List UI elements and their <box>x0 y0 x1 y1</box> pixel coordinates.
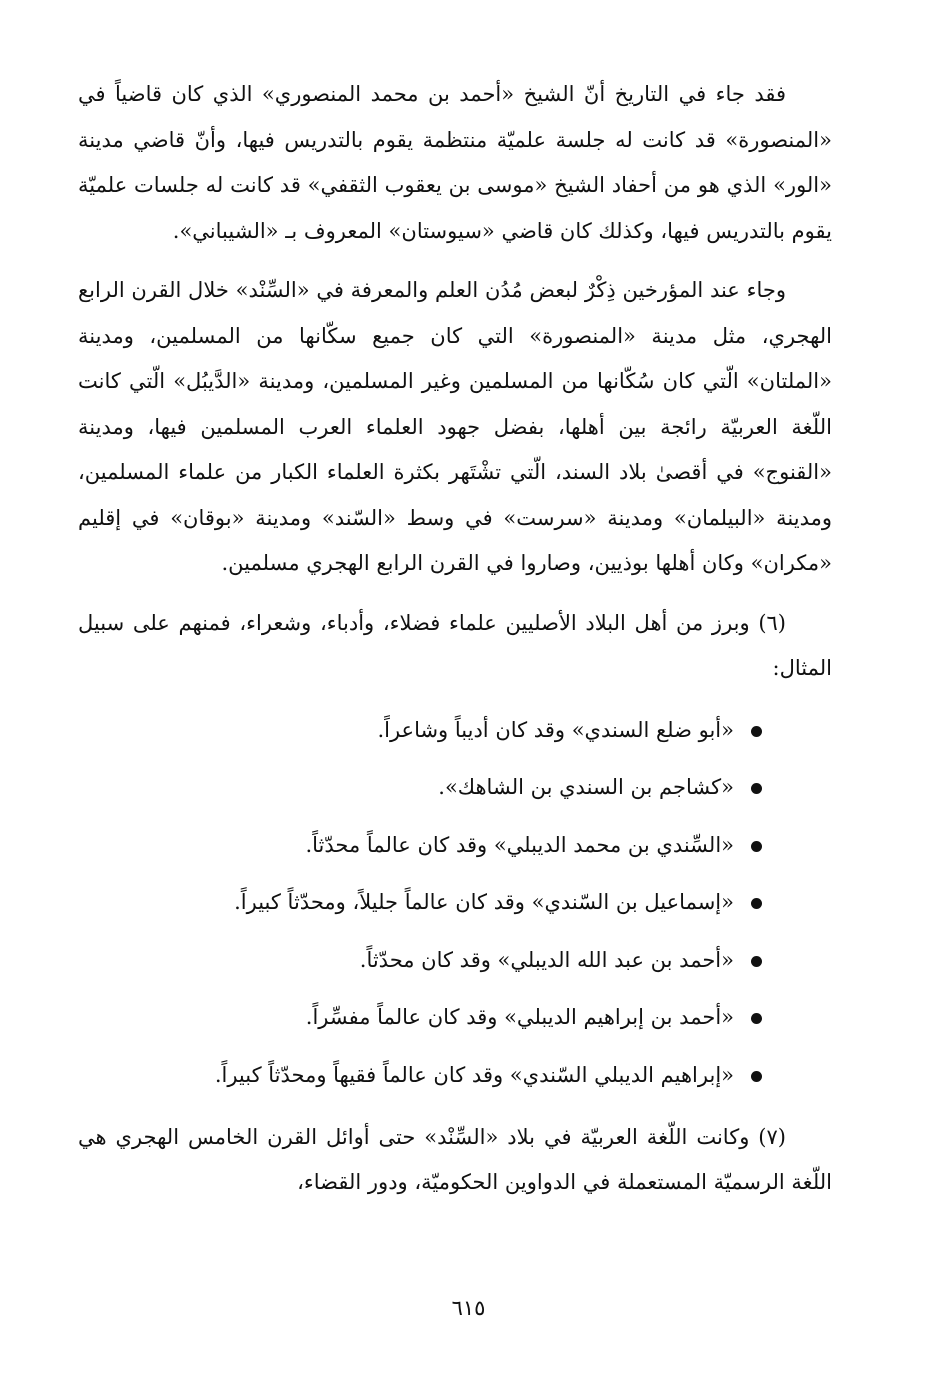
list-item-text: «السِّندي بن محمد الديبلي» وقد كان عالماً محدّثاً. <box>305 832 734 857</box>
list-item <box>78 759 762 817</box>
list-item-text: «أحمد بن عبد الله الديبلي» وقد كان محدّثاً. <box>359 947 734 972</box>
list-item <box>78 989 762 1047</box>
list-item <box>78 1047 762 1105</box>
list-item <box>78 702 762 760</box>
bullet-icon <box>751 898 762 909</box>
list-item-text: «إسماعيل بن السّندي» وقد كان عالماً جليلاً، ومحدّثاً كبيراً. <box>234 890 734 915</box>
bullet-icon <box>751 1013 762 1024</box>
bullet-icon <box>751 1071 762 1082</box>
page-number: ٦١٥ <box>451 1296 486 1320</box>
bullet-icon <box>751 841 762 852</box>
paragraph-cities: وجاء عند المؤرخين ذِكْرٌ لبعض مُدُن العلم والمعرفة في «السِّنْد» خلال القرن الرابع الهجري، مثل مدينة «المنصورة» التي كان جميع سكّانها من المسلمين، ومدينة «الملتان» الّتي كان سُكّانها من المسلمين وغير المسلمين، ومدينة «الدَّيبُل» الّتي كانت اللّغة العربيّة رائجة بين أهلها، بفضل جهود العلماء العرب المسلمين فيها، ومدينة «القنوج» في أقصىٰ بلاد السند، الّتي تشْتَهر بكثرة العلماء الكبار من علماء المسلمين، ومدينة «البيلمان» ومدينة «سرست» في وسط «السّند» ومدينة «بوقان» في إقليم «مكران» وكان أهلها بوذيين، وصاروا في القرن الرابع الهجري مسلمين. <box>78 278 832 575</box>
scholars-list <box>78 702 832 1105</box>
list-item <box>78 932 762 990</box>
paragraph-scholars-intro: (٦) وبرز من أهل البلاد الأصليين علماء فضلاء، وأدباء، وشعراء، فمنهم على سبيل المثال: <box>78 610 832 680</box>
list-item-text: «كشاجم بن السندي بن الشاهك». <box>438 775 734 800</box>
bullet-icon <box>751 726 762 737</box>
list-item-text: «إبراهيم الديبلي السّندي» وقد كان عالماً فقيهاً ومحدّثاً كبيراً. <box>214 1063 734 1088</box>
page-body <box>78 72 832 1220</box>
list-item-text: «أحمد بن إبراهيم الديبلي» وقد كان عالماً مفسِّراً. <box>305 1005 734 1030</box>
list-item <box>78 817 762 875</box>
list-item <box>78 874 762 932</box>
paragraph-arabic-language: (٧) وكانت اللّغة العربيّة في بلاد «السِّنْد» حتى أوائل القرن الخامس الهجري هي اللّغة الرسميّة المستعملة في الدواوين الحكوميّة، ودور القضاء، <box>78 1124 832 1195</box>
paragraph-judges: فقد جاء في التاريخ أنّ الشيخ «أحمد بن محمد المنصوري» الذي كان قاضياً في «المنصورة» قد كانت له جلسة علميّة منتظمة يقوم بالتدريس فيها، وأنّ قاضي مدينة «الور» الذي هو من أحفاد الشيخ «موسى بن يعقوب الثقفي» قد كانت له جلسات علميّة يقوم بالتدريس فيها، وكذلك كان قاضي «سيوستان» المعروف بـ «الشيباني». <box>78 82 832 243</box>
list-item-text: «أبو ضلع السندي» وقد كان أديباً وشاعراً. <box>377 717 734 742</box>
bullet-icon <box>751 956 762 967</box>
bullet-icon <box>751 783 762 794</box>
